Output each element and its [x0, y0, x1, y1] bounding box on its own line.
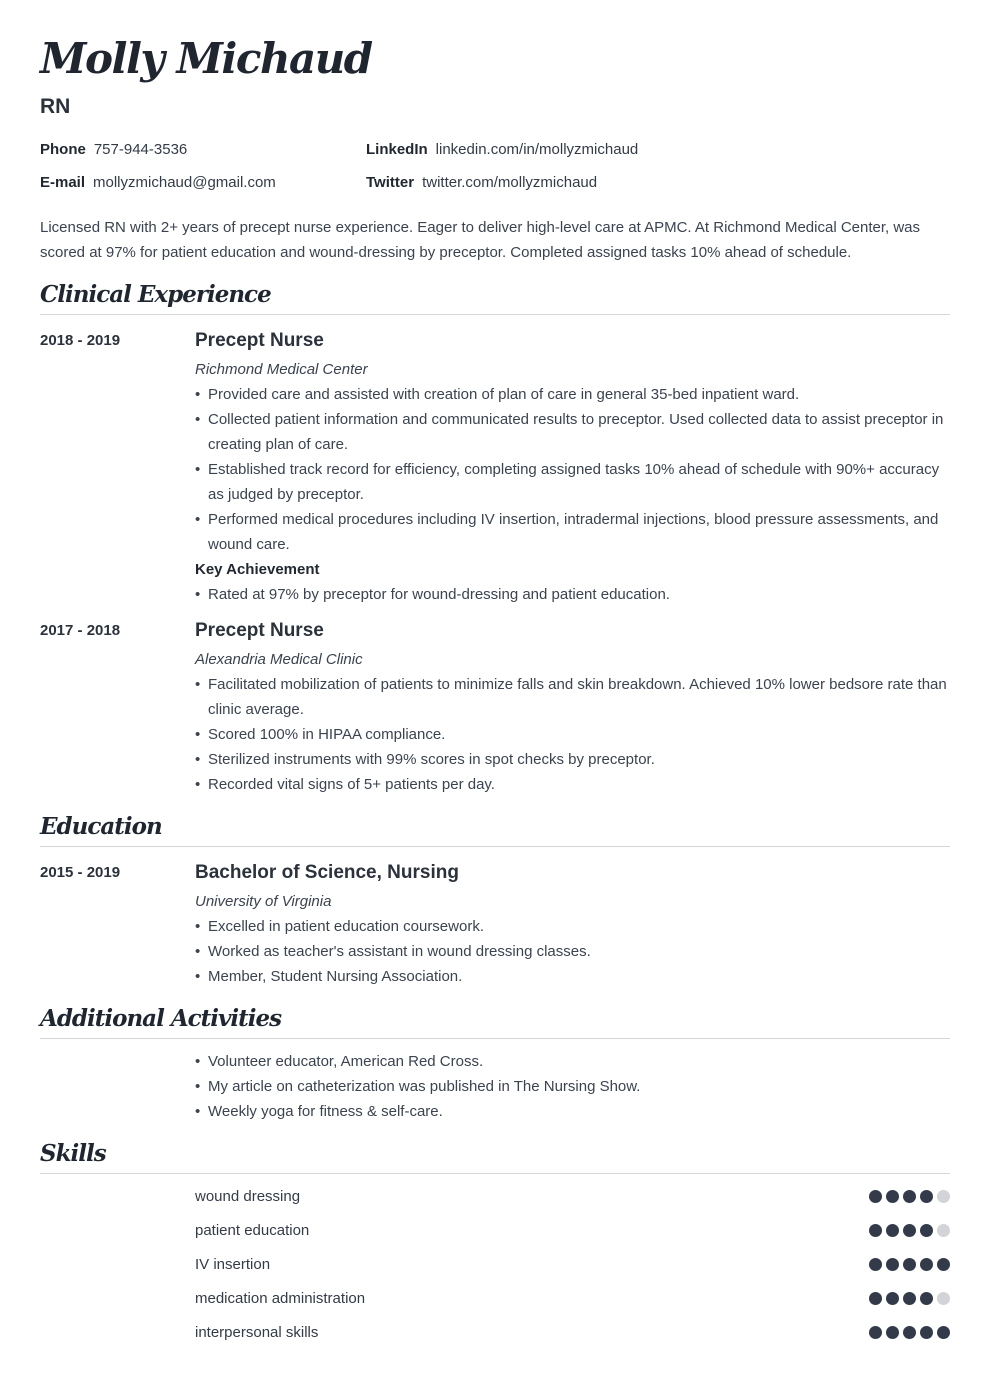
rating-dot-empty: [937, 1224, 950, 1237]
skills-heading: Skills: [40, 1140, 106, 1167]
experience-section-header: [40, 280, 950, 315]
rating-dot-filled: [903, 1224, 916, 1237]
skill-name: wound dressing: [195, 1188, 301, 1205]
job-1-title: Precept Nurse: [195, 330, 324, 351]
rating-dot-filled: [903, 1258, 916, 1271]
list-item: • Weekly yoga for fitness & self-care.: [195, 1099, 950, 1124]
list-item: • Recorded vital signs of 5+ patients per day.: [195, 772, 950, 797]
job-2-bullets: [195, 672, 950, 797]
rating-dot-filled: [937, 1326, 950, 1339]
candidate-title: RN: [40, 95, 71, 118]
list-item: • My article on catheterization was published in The Nursing Show.: [195, 1074, 950, 1099]
list-item: • Performed medical procedures including IV insertion, intradermal injections, blood pressure assessments, and wound care.: [195, 507, 950, 557]
skill-rating: [869, 1292, 950, 1305]
profile-summary: Licensed RN with 2+ years of precept nurse experience. Eager to deliver high-level care at APMC. At Richmond Medical Center, was scored at 97% for patient education and wound-dressing by preceptor. Completed assigned tasks 10% ahead of schedule.: [40, 219, 921, 261]
education-entry: [195, 860, 950, 989]
skill-row: [195, 1255, 950, 1275]
rating-dot-filled: [869, 1292, 882, 1305]
contact-linkedin-value[interactable]: linkedin.com/in/mollyzmichaud: [435, 141, 639, 158]
key-achievement-bullets: [195, 582, 950, 607]
candidate-name: Molly Michaud: [40, 34, 372, 83]
rating-dot-empty: [937, 1190, 950, 1203]
skills-section-header: [40, 1139, 950, 1174]
rating-dot-filled: [937, 1258, 950, 1271]
skill-rating: [869, 1326, 950, 1339]
contact-phone: [40, 141, 187, 158]
contact-email: [40, 174, 276, 191]
list-item: • Sterilized instruments with 99% scores in spot checks by preceptor.: [195, 747, 950, 772]
contact-linkedin-label: LinkedIn: [366, 141, 428, 158]
rating-dot-filled: [886, 1292, 899, 1305]
education-bullets: [195, 914, 950, 989]
activities-heading: Additional Activities: [40, 1005, 282, 1032]
skill-name: patient education: [195, 1222, 310, 1239]
list-item: • Volunteer educator, American Red Cross.: [195, 1049, 950, 1074]
rating-dot-filled: [886, 1190, 899, 1203]
experience-heading: Clinical Experience: [40, 281, 271, 308]
rating-dot-filled: [920, 1190, 933, 1203]
rating-dot-filled: [886, 1326, 899, 1339]
rating-dot-filled: [869, 1326, 882, 1339]
rating-dot-filled: [869, 1224, 882, 1237]
job-2-dates: 2017 - 2018: [40, 622, 121, 639]
education-dates: 2015 - 2019: [40, 864, 121, 881]
skill-row: [195, 1289, 950, 1309]
contact-linkedin: [366, 141, 638, 158]
list-item: • Collected patient information and communicated results to preceptor. Used collected data to assist preceptor in creating plan of care.: [195, 407, 950, 457]
job-1-employer: Richmond Medical Center: [195, 361, 368, 378]
school-name: University of Virginia: [195, 893, 332, 910]
list-item: • Excelled in patient education coursework.: [195, 914, 950, 939]
job-2-entry: [195, 618, 950, 797]
list-item: • Facilitated mobilization of patients to minimize falls and skin breakdown. Achieved 10% lower bedsore rate than clinic average.: [195, 672, 950, 722]
rating-dot-filled: [903, 1292, 916, 1305]
contact-twitter-label: Twitter: [366, 174, 415, 191]
contact-phone-label: Phone: [40, 141, 86, 158]
list-item: • Established track record for efficiency, completing assigned tasks 10% ahead of schedule with 90%+ accuracy as judged by preceptor.: [195, 457, 950, 507]
rating-dot-filled: [920, 1224, 933, 1237]
rating-dot-empty: [937, 1292, 950, 1305]
rating-dot-filled: [920, 1292, 933, 1305]
skill-rating: [869, 1258, 950, 1271]
skill-row: [195, 1221, 950, 1241]
skill-rating: [869, 1224, 950, 1237]
job-2-employer: Alexandria Medical Clinic: [195, 651, 363, 668]
contact-twitter-value[interactable]: twitter.com/mollyzmichaud: [422, 174, 598, 191]
contact-email-label: E-mail: [40, 174, 86, 191]
rating-dot-filled: [886, 1224, 899, 1237]
activities-entry: [195, 1049, 950, 1124]
list-item: • Scored 100% in HIPAA compliance.: [195, 722, 950, 747]
skill-name: medication administration: [195, 1290, 366, 1307]
education-heading: Education: [40, 813, 162, 840]
rating-dot-filled: [920, 1326, 933, 1339]
contact-email-value[interactable]: mollyzmichaud@gmail.com: [93, 174, 276, 191]
degree-title: Bachelor of Science, Nursing: [195, 862, 459, 883]
skill-row: [195, 1187, 950, 1207]
list-item: • Member, Student Nursing Association.: [195, 964, 950, 989]
activities-section-header: [40, 1004, 950, 1039]
contact-phone-value: 757-944-3536: [93, 141, 188, 158]
job-2-title: Precept Nurse: [195, 620, 324, 641]
rating-dot-filled: [903, 1326, 916, 1339]
rating-dot-filled: [903, 1190, 916, 1203]
rating-dot-filled: [869, 1190, 882, 1203]
key-achievement-label: Key Achievement: [195, 561, 320, 578]
job-1-dates: 2018 - 2019: [40, 332, 121, 349]
skill-name: IV insertion: [195, 1256, 271, 1273]
activities-bullets: [195, 1049, 950, 1124]
rating-dot-filled: [920, 1258, 933, 1271]
list-item: • Worked as teacher's assistant in wound dressing classes.: [195, 939, 950, 964]
job-1-entry: [195, 328, 950, 607]
contact-twitter: [366, 174, 597, 191]
education-section-header: [40, 812, 950, 847]
skill-row: [195, 1323, 950, 1343]
job-1-bullets: [195, 382, 950, 557]
skill-name: interpersonal skills: [195, 1324, 319, 1341]
skill-rating: [869, 1190, 950, 1203]
rating-dot-filled: [886, 1258, 899, 1271]
list-item: • Provided care and assisted with creation of plan of care in general 35-bed inpatient ward.: [195, 382, 950, 407]
rating-dot-filled: [869, 1258, 882, 1271]
list-item: • Rated at 97% by preceptor for wound-dressing and patient education.: [195, 582, 950, 607]
